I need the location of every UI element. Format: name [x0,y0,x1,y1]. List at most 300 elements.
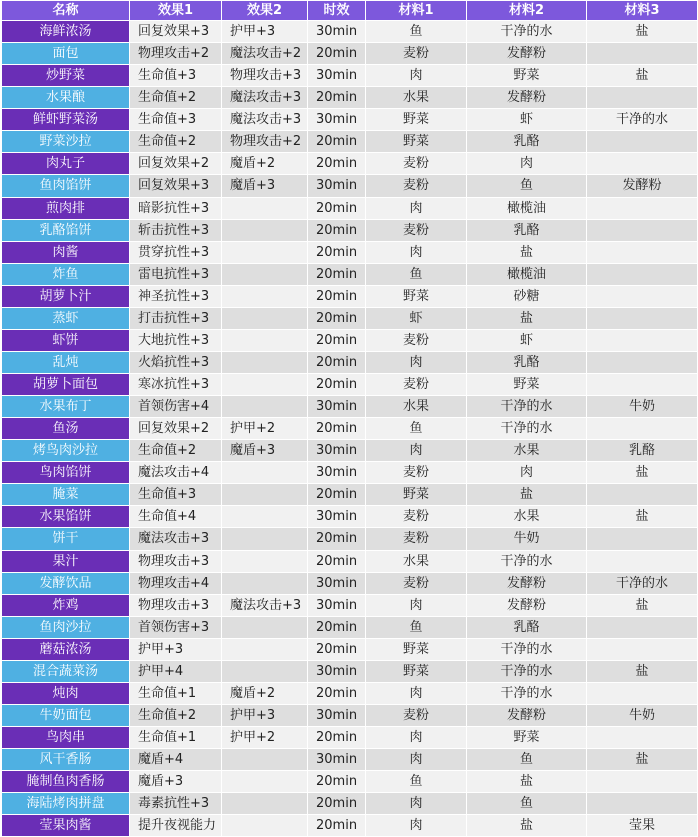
cell-effect2 [222,307,308,329]
cell-material3: 莹果 [587,815,698,837]
cell-effect2 [222,638,308,660]
cell-effect2: 魔法攻击+3 [222,109,308,131]
cell-name: 鸟肉串 [2,727,130,749]
cell-material1: 野菜 [366,131,467,153]
cell-name: 莹果肉酱 [2,815,130,837]
cell-effect2: 护甲+2 [222,418,308,440]
header-material2: 材料2 [467,1,587,21]
cell-material3 [587,241,698,263]
cell-material2: 牛奶 [467,528,587,550]
table-row [2,771,698,793]
cell-material3: 盐 [587,65,698,87]
cell-name: 风干香肠 [2,749,130,771]
cell-material1: 肉 [366,197,467,219]
cell-material3: 牛奶 [587,704,698,726]
cell-name: 水果酿 [2,87,130,109]
cell-material2: 鱼 [467,175,587,197]
cell-material1: 虾 [366,307,467,329]
cell-effect2 [222,351,308,373]
cell-name: 鱼肉馅饼 [2,175,130,197]
cell-effect2: 魔盾+3 [222,175,308,197]
cell-effect1: 生命值+1 [130,727,222,749]
cell-effect2 [222,263,308,285]
cell-material1: 水果 [366,550,467,572]
cell-name: 饼干 [2,528,130,550]
cell-effect1: 魔法攻击+3 [130,528,222,550]
table-row [2,285,698,307]
cell-material1: 肉 [366,749,467,771]
cell-name: 炸鱼 [2,263,130,285]
cell-name: 蘑菇浓汤 [2,638,130,660]
cell-effect1: 斩击抗性+3 [130,219,222,241]
cell-material1: 肉 [366,241,467,263]
cell-effect1: 贯穿抗性+3 [130,241,222,263]
cell-material2: 鱼 [467,749,587,771]
cell-effect2 [222,771,308,793]
cell-material2: 盐 [467,771,587,793]
cell-material1: 麦粉 [366,506,467,528]
cell-material2: 乳酪 [467,219,587,241]
cell-effect1: 首领伤害+3 [130,616,222,638]
cell-effect2 [222,572,308,594]
cell-material3 [587,727,698,749]
cell-material3 [587,682,698,704]
cell-name: 虾饼 [2,329,130,351]
cell-name: 蒸虾 [2,307,130,329]
cell-name: 煎肉排 [2,197,130,219]
cell-duration: 20min [308,528,366,550]
cell-effect2: 魔盾+2 [222,153,308,175]
cell-name: 鲜虾野菜汤 [2,109,130,131]
cell-effect1: 生命值+2 [130,440,222,462]
cell-name: 腌制鱼肉香肠 [2,771,130,793]
cell-duration: 20min [308,550,366,572]
cell-duration: 20min [308,197,366,219]
cell-material2: 乳酪 [467,131,587,153]
table-row [2,462,698,484]
cell-effect2 [222,793,308,815]
cell-duration: 20min [308,307,366,329]
cell-effect1: 物理攻击+3 [130,550,222,572]
cell-effect1: 生命值+4 [130,506,222,528]
table-row [2,351,698,373]
cell-duration: 30min [308,65,366,87]
cell-name: 鱼肉沙拉 [2,616,130,638]
cell-name: 炖肉 [2,682,130,704]
cell-effect1: 回复效果+3 [130,175,222,197]
cell-material2: 发酵粉 [467,572,587,594]
cell-duration: 20min [308,484,366,506]
cell-material2: 野菜 [467,374,587,396]
cell-effect1: 物理攻击+3 [130,594,222,616]
cell-material2: 盐 [467,307,587,329]
cell-effect2: 护甲+3 [222,21,308,43]
cell-effect1: 神圣抗性+3 [130,285,222,307]
cell-duration: 30min [308,175,366,197]
cell-duration: 20min [308,285,366,307]
cell-duration: 20min [308,418,366,440]
cell-duration: 20min [308,329,366,351]
cell-duration: 30min [308,704,366,726]
table-row [2,440,698,462]
cell-material3 [587,771,698,793]
cell-material2: 肉 [467,462,587,484]
cell-effect2: 物理攻击+2 [222,131,308,153]
cell-material2: 水果 [467,506,587,528]
header-duration: 时效 [308,1,366,21]
cell-effect1: 护甲+3 [130,638,222,660]
cell-effect1: 生命值+1 [130,682,222,704]
header-name: 名称 [2,1,130,21]
cell-material3 [587,793,698,815]
table-row [2,175,698,197]
cell-material2: 橄榄油 [467,263,587,285]
cell-duration: 20min [308,263,366,285]
cell-effect1: 回复效果+3 [130,21,222,43]
cell-material3: 发酵粉 [587,175,698,197]
cell-effect2: 魔法攻击+3 [222,87,308,109]
cell-name: 乳酪馅饼 [2,219,130,241]
cell-material1: 麦粉 [366,528,467,550]
cell-duration: 20min [308,815,366,837]
cell-material1: 肉 [366,351,467,373]
table-row [2,550,698,572]
cell-effect2: 魔盾+3 [222,440,308,462]
cell-material1: 麦粉 [366,704,467,726]
table-row [2,197,698,219]
cell-duration: 20min [308,682,366,704]
cell-material1: 麦粉 [366,153,467,175]
cell-material2: 干净的水 [467,660,587,682]
cell-duration: 30min [308,440,366,462]
table-row [2,528,698,550]
cell-material1: 水果 [366,87,467,109]
cell-effect1: 提升夜视能力 [130,815,222,837]
cell-material1: 麦粉 [366,572,467,594]
cell-effect2: 护甲+3 [222,704,308,726]
table-row [2,43,698,65]
table-row [2,704,698,726]
cell-material1: 麦粉 [366,175,467,197]
table-row [2,307,698,329]
table-row [2,506,698,528]
cell-material3 [587,263,698,285]
cell-material2: 盐 [467,484,587,506]
cell-duration: 20min [308,771,366,793]
cell-material3: 乳酪 [587,440,698,462]
cell-name: 果汁 [2,550,130,572]
cell-material3: 盐 [587,21,698,43]
cell-effect2 [222,660,308,682]
cell-material1: 鱼 [366,263,467,285]
cell-effect2: 魔法攻击+2 [222,43,308,65]
cell-effect2 [222,241,308,263]
table-row [2,241,698,263]
cell-material2: 干净的水 [467,550,587,572]
cell-effect1: 生命值+2 [130,131,222,153]
cell-effect2 [222,462,308,484]
table-row [2,815,698,837]
cell-material1: 麦粉 [366,462,467,484]
cell-effect1: 物理攻击+4 [130,572,222,594]
table-row [2,153,698,175]
cell-name: 肉丸子 [2,153,130,175]
cell-material2: 盐 [467,815,587,837]
cell-duration: 20min [308,351,366,373]
cell-material3: 干净的水 [587,109,698,131]
table-row [2,21,698,43]
cell-material2: 虾 [467,329,587,351]
cell-material3 [587,638,698,660]
cell-effect2 [222,528,308,550]
header-effect1: 效果1 [130,1,222,21]
cell-material1: 野菜 [366,109,467,131]
cell-duration: 30min [308,572,366,594]
cell-duration: 20min [308,727,366,749]
cell-name: 鱼汤 [2,418,130,440]
table-row [2,572,698,594]
header-effect2: 效果2 [222,1,308,21]
cell-duration: 30min [308,660,366,682]
cell-effect2 [222,815,308,837]
cell-name: 炸鸡 [2,594,130,616]
cell-effect1: 毒素抗性+3 [130,793,222,815]
cell-name: 腌菜 [2,484,130,506]
cell-material2: 乳酪 [467,351,587,373]
cell-material1: 麦粉 [366,219,467,241]
cell-name: 胡萝卜面包 [2,374,130,396]
table-row [2,793,698,815]
cell-duration: 20min [308,374,366,396]
cell-effect1: 护甲+4 [130,660,222,682]
table-row [2,219,698,241]
cell-material3: 盐 [587,749,698,771]
table-row [2,660,698,682]
cell-name: 乱炖 [2,351,130,373]
table-row [2,418,698,440]
cell-duration: 20min [308,616,366,638]
recipe-table [1,0,698,837]
cell-effect1: 火焰抗性+3 [130,351,222,373]
table-body [2,21,698,837]
cell-effect1: 回复效果+2 [130,153,222,175]
cell-material3 [587,43,698,65]
cell-material2: 橄榄油 [467,197,587,219]
cell-name: 胡萝卜汁 [2,285,130,307]
table-row [2,109,698,131]
cell-material1: 肉 [366,440,467,462]
cell-material3 [587,285,698,307]
table-row [2,396,698,418]
cell-material3: 盐 [587,594,698,616]
cell-duration: 30min [308,594,366,616]
cell-material1: 鱼 [366,771,467,793]
cell-material3 [587,131,698,153]
cell-effect1: 生命值+2 [130,87,222,109]
header-material3: 材料3 [587,1,698,21]
cell-name: 发酵饮品 [2,572,130,594]
cell-name: 肉酱 [2,241,130,263]
cell-material1: 肉 [366,682,467,704]
cell-material1: 野菜 [366,638,467,660]
cell-material2: 野菜 [467,65,587,87]
cell-effect2 [222,285,308,307]
cell-material1: 肉 [366,65,467,87]
cell-duration: 20min [308,153,366,175]
cell-name: 混合蔬菜汤 [2,660,130,682]
cell-effect1: 物理攻击+2 [130,43,222,65]
cell-effect1: 生命值+3 [130,109,222,131]
table-row [2,727,698,749]
cell-effect1: 魔盾+3 [130,771,222,793]
cell-effect2: 魔法攻击+3 [222,594,308,616]
cell-effect2 [222,616,308,638]
cell-material2: 发酵粉 [467,87,587,109]
cell-material1: 鱼 [366,21,467,43]
cell-effect1: 大地抗性+3 [130,329,222,351]
cell-effect1: 打击抗性+3 [130,307,222,329]
cell-material2: 发酵粉 [467,704,587,726]
cell-effect2: 护甲+2 [222,727,308,749]
cell-material1: 野菜 [366,285,467,307]
cell-effect1: 魔法攻击+4 [130,462,222,484]
cell-material2: 水果 [467,440,587,462]
cell-effect1: 首领伤害+4 [130,396,222,418]
cell-material3 [587,329,698,351]
table-row [2,594,698,616]
cell-name: 烤鸟肉沙拉 [2,440,130,462]
cell-effect2 [222,374,308,396]
table-row [2,682,698,704]
cell-material3 [587,307,698,329]
cell-material3: 盐 [587,660,698,682]
cell-effect1: 雷电抗性+3 [130,263,222,285]
cell-material3 [587,87,698,109]
cell-duration: 30min [308,462,366,484]
cell-material2: 砂糖 [467,285,587,307]
cell-material2: 虾 [467,109,587,131]
cell-material2: 鱼 [467,793,587,815]
cell-duration: 20min [308,131,366,153]
cell-material2: 盐 [467,241,587,263]
cell-effect1: 回复效果+2 [130,418,222,440]
cell-effect2 [222,329,308,351]
cell-material2: 肉 [467,153,587,175]
cell-material3 [587,484,698,506]
cell-material3 [587,616,698,638]
cell-material3: 盐 [587,462,698,484]
cell-duration: 20min [308,638,366,660]
cell-effect1: 暗影抗性+3 [130,197,222,219]
cell-duration: 30min [308,749,366,771]
cell-name: 牛奶面包 [2,704,130,726]
cell-duration: 30min [308,506,366,528]
cell-effect2 [222,396,308,418]
table-row [2,329,698,351]
cell-material3: 牛奶 [587,396,698,418]
table-row [2,87,698,109]
cell-material3 [587,550,698,572]
cell-material3 [587,153,698,175]
cell-material2: 干净的水 [467,638,587,660]
cell-name: 海鲜浓汤 [2,21,130,43]
cell-duration: 20min [308,87,366,109]
cell-material1: 鱼 [366,418,467,440]
table-row [2,65,698,87]
cell-material1: 野菜 [366,660,467,682]
cell-effect1: 生命值+3 [130,65,222,87]
cell-material1: 麦粉 [366,43,467,65]
cell-effect2 [222,219,308,241]
cell-material2: 发酵粉 [467,43,587,65]
cell-material3 [587,197,698,219]
header-row [2,1,698,21]
cell-material3 [587,418,698,440]
cell-material3: 干净的水 [587,572,698,594]
cell-material2: 干净的水 [467,682,587,704]
cell-effect2 [222,550,308,572]
cell-material3 [587,219,698,241]
cell-effect2 [222,484,308,506]
cell-duration: 20min [308,43,366,65]
cell-effect1: 魔盾+4 [130,749,222,771]
cell-material3 [587,528,698,550]
table-row [2,638,698,660]
cell-material1: 水果 [366,396,467,418]
cell-material1: 麦粉 [366,374,467,396]
cell-material2: 发酵粉 [467,594,587,616]
cell-effect1: 生命值+2 [130,704,222,726]
cell-effect2 [222,506,308,528]
cell-material2: 干净的水 [467,396,587,418]
cell-material1: 肉 [366,594,467,616]
header-material1: 材料1 [366,1,467,21]
table-row [2,484,698,506]
cell-name: 面包 [2,43,130,65]
cell-material2: 干净的水 [467,21,587,43]
cell-name: 野菜沙拉 [2,131,130,153]
cell-material1: 鱼 [366,616,467,638]
cell-name: 水果布丁 [2,396,130,418]
cell-name: 鸟肉馅饼 [2,462,130,484]
cell-duration: 20min [308,793,366,815]
table-row [2,616,698,638]
cell-duration: 20min [308,241,366,263]
cell-material3 [587,374,698,396]
cell-effect2 [222,197,308,219]
table-row [2,749,698,771]
cell-duration: 30min [308,396,366,418]
cell-name: 水果馅饼 [2,506,130,528]
cell-effect1: 寒冰抗性+3 [130,374,222,396]
cell-material1: 肉 [366,793,467,815]
cell-material2: 野菜 [467,727,587,749]
cell-material1: 肉 [366,727,467,749]
cell-name: 海陆烤肉拼盘 [2,793,130,815]
cell-material1: 麦粉 [366,329,467,351]
cell-material2: 乳酪 [467,616,587,638]
table-row [2,263,698,285]
table-row [2,131,698,153]
cell-effect2: 魔盾+2 [222,682,308,704]
cell-effect1: 生命值+3 [130,484,222,506]
cell-name: 炒野菜 [2,65,130,87]
table-row [2,374,698,396]
cell-effect2: 物理攻击+3 [222,65,308,87]
cell-material2: 干净的水 [467,418,587,440]
cell-material3 [587,351,698,373]
cell-effect2 [222,749,308,771]
